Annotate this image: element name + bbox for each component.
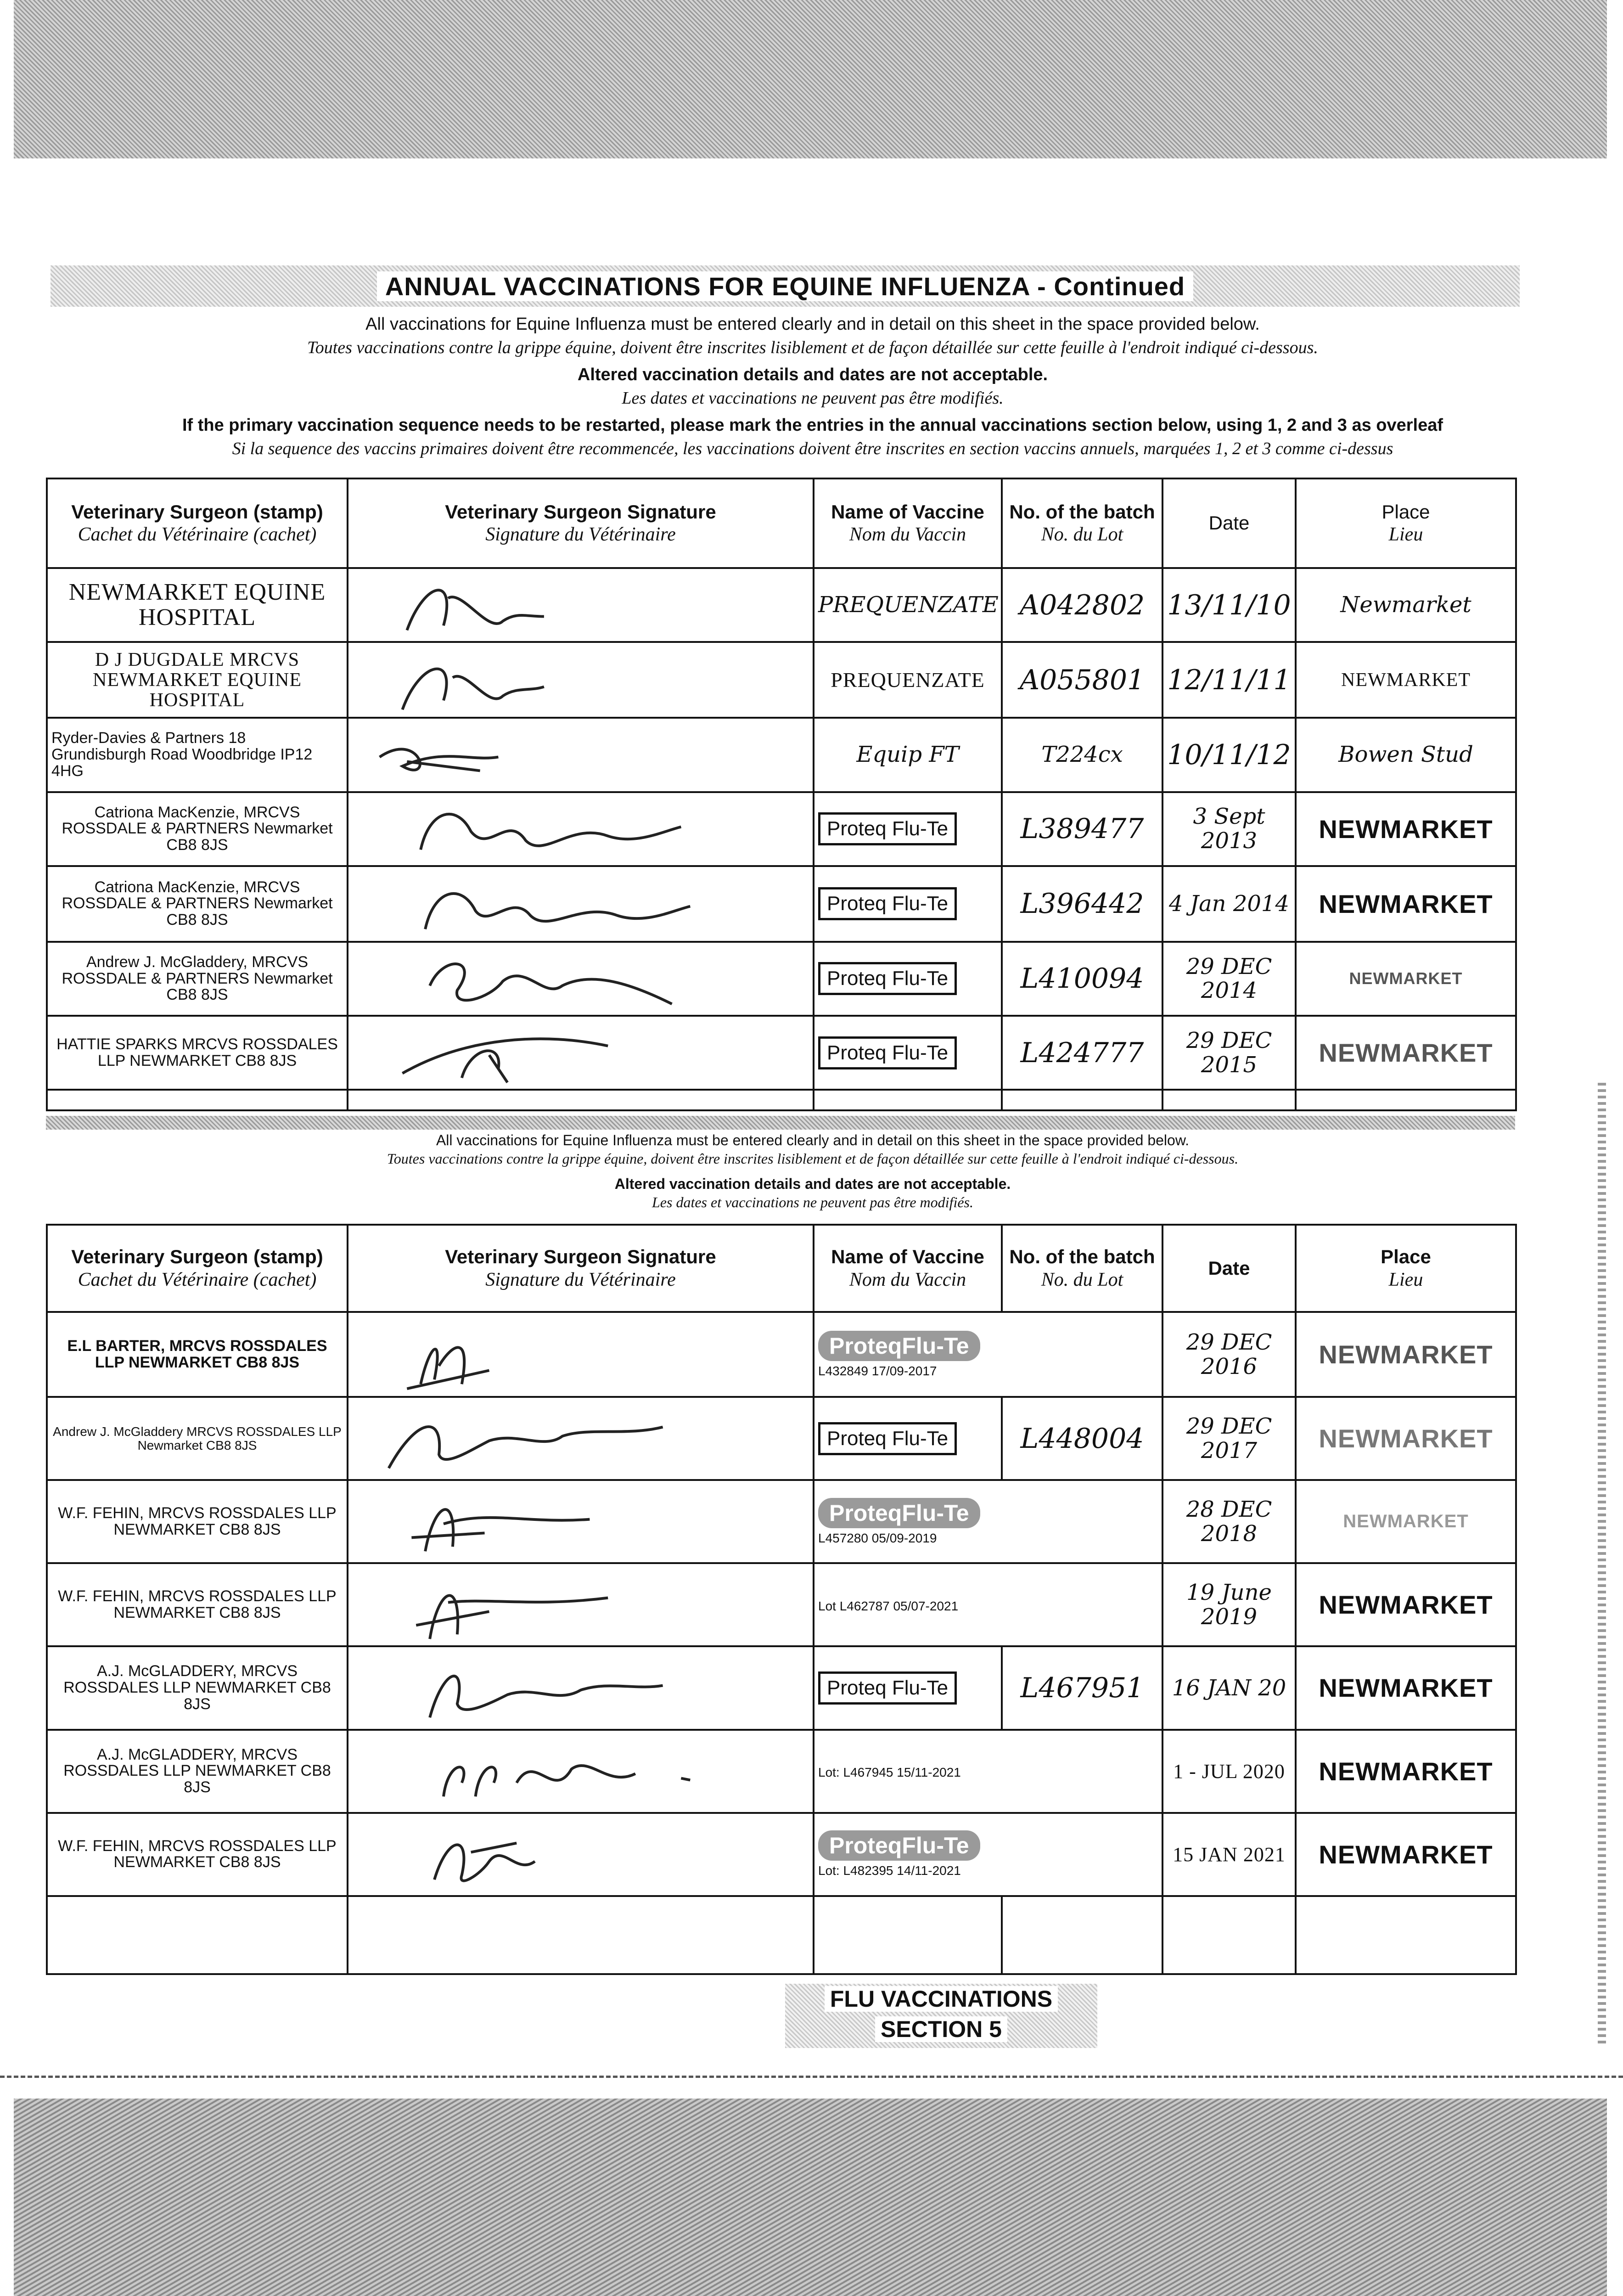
vaccination-date: 29 DEC 2016: [1186, 1329, 1272, 1379]
signature: [352, 1649, 809, 1727]
vet-stamp: Andrew J. McGladdery MRCVS ROSSDALES LLP Newmarket CB8 8JS: [53, 1424, 342, 1452]
vaccination-date: 19 June 2019: [1186, 1580, 1272, 1630]
signature: [352, 1733, 809, 1810]
vaccine-name: Equip FT: [856, 742, 959, 768]
place: NEWMARKET: [1319, 1424, 1493, 1453]
vaccine-name: Proteq Flu-Te: [818, 1671, 957, 1705]
vaccination-date: 1 - JUL 2020: [1173, 1760, 1285, 1783]
vet-stamp: Andrew J. McGladdery, MRCVS ROSSDALE & PARTNERS Newmarket CB8 8JS: [62, 953, 333, 1004]
signature: [352, 945, 809, 1013]
lot-line: Lot: L482395 14/11-2021: [818, 1863, 961, 1878]
signature: [352, 1400, 809, 1477]
vet-stamp: Catriona MacKenzie, MRCVS ROSSDALE & PARTNERS Newmarket CB8 8JS: [62, 803, 333, 854]
altered-en-2: Altered vaccination details and dates are not acceptable.: [614, 1176, 1011, 1192]
vet-stamp: D J DUGDALE MRCVS NEWMARKET EQUINE HOSPITAL: [93, 649, 302, 711]
signature: [352, 1566, 809, 1643]
section-footer: [785, 1984, 1097, 2048]
place: NEWMARKET: [1319, 1673, 1493, 1703]
col-vaccine: Name of Vaccine Nom du Vaccin: [814, 478, 1002, 568]
table-row: [47, 866, 1516, 942]
vaccine-sticker: ProteqFlu-Te: [818, 1830, 980, 1861]
vaccination-date: 10/11/12: [1167, 738, 1291, 771]
col-batch: No. of the batch No. du Lot: [1002, 1225, 1162, 1312]
vaccination-date: 16 JAN 20: [1172, 1675, 1286, 1701]
vaccination-date: 28 DEC 2018: [1186, 1496, 1272, 1547]
signature: [352, 1483, 809, 1560]
batch-no: L396442: [1020, 888, 1144, 920]
vaccination-date: 12/11/11: [1167, 664, 1291, 696]
col-date: Date: [1162, 1225, 1296, 1312]
signature: [352, 646, 809, 714]
col-batch: No. of the batch No. du Lot: [1002, 478, 1162, 568]
table-row: [47, 1397, 1516, 1480]
vaccination-table-1: [46, 478, 1517, 1111]
table-row: [47, 1646, 1516, 1729]
vet-stamp: NEWMARKET EQUINE HOSPITAL: [68, 579, 326, 630]
table-row: [47, 1563, 1516, 1646]
table-row: [47, 1016, 1516, 1090]
page-title-bar: [51, 265, 1520, 307]
place: NEWMARKET: [1319, 814, 1493, 844]
place: NEWMARKET: [1341, 669, 1471, 691]
table-header: [47, 478, 1516, 568]
lot-line: L432849 17/09-2017: [818, 1363, 937, 1378]
table-header: [47, 1225, 1516, 1312]
place: NEWMARKET: [1319, 1756, 1493, 1786]
batch-no: T224cx: [1041, 742, 1123, 768]
col-surgeon: Veterinary Surgeon (stamp) Cachet du Vétérinaire (cachet): [47, 478, 348, 568]
vaccine-name: Proteq Flu-Te: [818, 962, 957, 995]
restart-en: If the primary vaccination sequence needs to be restarted, please mark the entries in the annual vaccinations section below, using 1, 2 and 3 as overleaf: [182, 416, 1443, 435]
place: NEWMARKET: [1319, 889, 1493, 918]
table-row: [47, 792, 1516, 866]
signature: [352, 795, 809, 863]
restart-fr: Si la sequence des vaccins primaires doivent être recommencée, les vaccinations doivent être inscrites en section vaccins annuels, marquées 1, 2 et 3 comme ci-dessus: [232, 439, 1393, 458]
separator-bar: [46, 1116, 1515, 1130]
place: NEWMARKET: [1319, 1038, 1493, 1068]
vaccination-table-2: [46, 1224, 1517, 1975]
vet-stamp: W.F. FEHIN, MRCVS ROSSDALES LLP NEWMARKET CB8 8JS: [58, 1587, 337, 1621]
vaccination-date: 29 DEC 2014: [1186, 953, 1272, 1004]
table-row-empty: [47, 1090, 1516, 1110]
scan-edge-line: [0, 2076, 1623, 2078]
batch-no: L424777: [1020, 1036, 1144, 1069]
page-title: ANNUAL VACCINATIONS FOR EQUINE INFLUENZA - Continued: [377, 271, 1193, 301]
place: NEWMARKET: [1319, 1590, 1493, 1620]
batch-no: A055801: [1019, 664, 1145, 696]
signature: [352, 870, 809, 938]
col-place: Place Lieu: [1296, 478, 1516, 568]
table-row: [47, 568, 1516, 642]
batch-no: L389477: [1020, 813, 1144, 845]
signature: [352, 571, 809, 639]
vaccination-date: 29 DEC 2017: [1186, 1413, 1272, 1463]
vaccine-sticker: ProteqFlu-Te: [818, 1331, 980, 1361]
place: NEWMARKET: [1349, 969, 1463, 988]
vet-stamp: W.F. FEHIN, MRCVS ROSSDALES LLP NEWMARKET CB8 8JS: [58, 1504, 337, 1538]
instruction-fr: Toutes vaccinations contre la grippe équine, doivent être inscrites lisiblement et de façon détaillée sur cette feuille à l'endroit indiqué ci-dessous.: [307, 338, 1318, 357]
vet-stamp: E.L BARTER, MRCVS ROSSDALES LLP NEWMARKET CB8 8JS: [67, 1337, 327, 1371]
altered-en: Altered vaccination details and dates are not acceptable.: [577, 365, 1048, 384]
lot-line: L457280 05/09-2019: [818, 1531, 937, 1545]
col-date: Date: [1162, 478, 1296, 568]
vet-stamp: HATTIE SPARKS MRCVS ROSSDALES LLP NEWMARKET CB8 8JS: [56, 1035, 338, 1069]
instruction-fr-2: Toutes vaccinations contre la grippe équine, doivent être inscrites lisiblement et de façon détaillée sur cette feuille à l'endroit indiqué ci-dessous.: [387, 1150, 1239, 1167]
table-row: [47, 1730, 1516, 1813]
col-vaccine: Name of Vaccine Nom du Vaccin: [814, 1225, 1002, 1312]
table-row: [47, 642, 1516, 718]
vet-stamp: Catriona MacKenzie, MRCVS ROSSDALE & PARTNERS Newmarket CB8 8JS: [62, 878, 333, 929]
table-row: [47, 942, 1516, 1016]
signature: [352, 1019, 809, 1087]
table-row-empty: [47, 1896, 1516, 1974]
vaccine-name: Proteq Flu-Te: [818, 1422, 957, 1455]
table-row: [47, 1480, 1516, 1563]
place: Bowen Stud: [1338, 742, 1473, 768]
vaccine-name: PREQUENZATE: [831, 668, 985, 692]
scan-shading-top: [14, 0, 1607, 158]
altered-fr-2: Les dates et vaccinations ne peuvent pas être modifiés.: [652, 1194, 973, 1210]
col-signature: Veterinary Surgeon Signature Signature du Vétérinaire: [348, 478, 814, 568]
vaccine-name: Proteq Flu-Te: [818, 887, 957, 920]
vaccination-date: 13/11/10: [1167, 589, 1291, 621]
batch-no: L410094: [1020, 962, 1144, 995]
vaccine-name: PREQUENZATE: [818, 592, 999, 618]
vaccine-sticker: ProteqFlu-Te: [818, 1498, 980, 1528]
vaccine-name: Proteq Flu-Te: [818, 812, 957, 845]
vet-stamp: A.J. McGLADDERY, MRCVS ROSSDALES LLP NEWMARKET CB8 8JS: [63, 1745, 331, 1796]
signature: [352, 1816, 809, 1893]
col-place: Place Lieu: [1296, 1225, 1516, 1312]
instruction-en: All vaccinations for Equine Influenza must be entered clearly and in detail on this sheet in the space provided below.: [365, 315, 1260, 334]
vaccination-date: 4 Jan 2014: [1169, 890, 1289, 917]
table-row: [47, 1813, 1516, 1896]
batch-no: L448004: [1020, 1422, 1144, 1455]
vaccination-date: 15 JAN 2021: [1173, 1843, 1286, 1866]
table-row: [47, 718, 1516, 792]
vet-stamp: A.J. McGLADDERY, MRCVS ROSSDALES LLP NEWMARKET CB8 8JS: [63, 1662, 331, 1713]
col-signature: Veterinary Surgeon Signature Signature du Vétérinaire: [348, 1225, 814, 1312]
lot-line: Lot L462787 05/07-2021: [818, 1598, 959, 1613]
lot-line: Lot: L467945 15/11-2021: [818, 1765, 961, 1780]
vaccination-date: 29 DEC 2015: [1186, 1027, 1272, 1078]
place: NEWMARKET: [1343, 1511, 1469, 1532]
vaccine-name: Proteq Flu-Te: [818, 1036, 957, 1069]
col-surgeon: Veterinary Surgeon (stamp) Cachet du Vétérinaire (cachet): [47, 1225, 348, 1312]
vet-stamp: W.F. FEHIN, MRCVS ROSSDALES LLP NEWMARKET CB8 8JS: [58, 1837, 337, 1871]
vet-stamp: Ryder-Davies & Partners 18 Grundisburgh Road Woodbridge IP12 4HG: [51, 729, 313, 780]
vaccination-date: 3 Sept 2013: [1193, 804, 1265, 854]
place: NEWMARKET: [1319, 1340, 1493, 1369]
signature: [352, 1316, 809, 1393]
place: NEWMARKET: [1319, 1840, 1493, 1869]
scan-right-edge: [1598, 1079, 1606, 2043]
place: Newmarket: [1340, 592, 1471, 618]
instruction-en-2: All vaccinations for Equine Influenza must be entered clearly and in detail on this sheet in the space provided below.: [436, 1132, 1190, 1148]
footer-line-2: SECTION 5: [875, 2016, 1007, 2042]
scan-shading-bottom: [14, 2099, 1607, 2296]
batch-no: L467951: [1020, 1671, 1144, 1704]
altered-fr: Les dates et vaccinations ne peuvent pas être modifiés.: [622, 388, 1004, 408]
footer-line-1: FLU VACCINATIONS: [825, 1986, 1058, 2012]
table-row: [47, 1312, 1516, 1397]
batch-no: A042802: [1019, 589, 1145, 621]
signature: [352, 720, 809, 789]
